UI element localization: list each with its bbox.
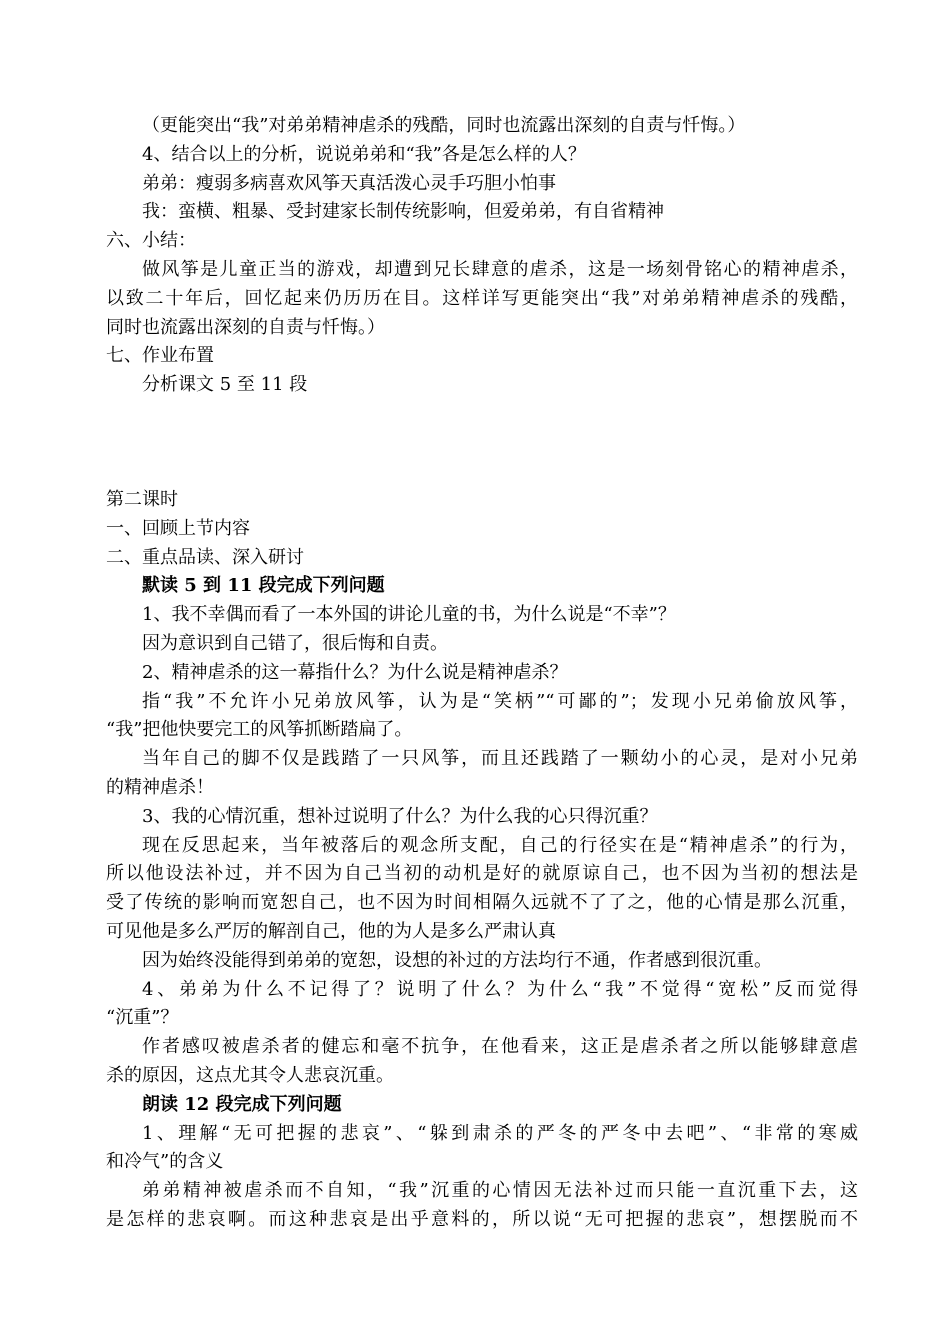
homework-heading: 七、作业布置 <box>106 345 214 367</box>
part-a-answer: 作者感叹被虐杀者的健忘和毫不抗争，在他看来，这正是虐杀者之所以能够肆意虐 <box>142 1036 858 1058</box>
part-b-heading: 朗读 12 段完成下列问题 <box>142 1093 342 1115</box>
q3-answer-tail: （更能突出“我”对弟弟精神虐杀的残酷，同时也流露出深刻的自责与忏悔。） <box>142 115 746 136</box>
part-a-heading: 默读 5 到 11 段完成下列问题 <box>142 575 385 597</box>
document-page <box>106 112 858 1235</box>
summary-line: 同时也流露出深刻的自责与忏悔。） <box>106 316 385 338</box>
summary-line: 做风筝是儿童正当的游戏，却遭到兄长肆意的虐杀，这是一场刻骨铭心的精神虐杀， <box>142 258 858 280</box>
summary-line: 以致二十年后，回忆起来仍历历在目。这样详写更能突出“我”对弟弟精神虐杀的残酷， <box>106 287 858 309</box>
second-lesson-title: 第二课时 <box>106 488 178 510</box>
q4-brother-answer: 弟弟：瘦弱多病喜欢风筝天真活泼心灵手巧胆小怕事 <box>142 172 556 194</box>
part-a-answer: 因为始终没能得到弟弟的宽恕，设想的补过的方法均行不通，作者感到很沉重。 <box>142 949 772 971</box>
part-a-answer: 所以他设法补过，并不因为自己当初的动机是好的就原谅自己，也不因为当初的想法是 <box>106 863 858 885</box>
part-a-answer: 当年自己的脚不仅是践踏了一只风筝，而且还践踏了一颗幼小的心灵，是对小兄弟 <box>142 748 858 770</box>
part-b-answer: 是怎样的悲哀啊。而这种悲哀是出乎意料的，所以说“无可把握的悲哀”，想摆脱而不 <box>106 1208 858 1230</box>
homework-content: 分析课文 5 至 11 段 <box>142 374 308 396</box>
part-a-answer: 受了传统的影响而宽恕自己，也不因为时间相隔久远就不了了之，他的心情是那么沉重， <box>106 892 858 914</box>
section-spacer <box>106 400 858 486</box>
part-a-answer: 因为意识到自己错了，很后悔和自责。 <box>142 632 448 654</box>
step-close-reading: 二、重点品读、深入研讨 <box>106 546 304 568</box>
step-review: 一、回顾上节内容 <box>106 517 250 539</box>
summary-heading: 六、小结： <box>106 230 196 252</box>
part-b-question: 和冷气”的含义 <box>106 1151 224 1173</box>
part-a-question: 2、精神虐杀的这一幕指什么？为什么说是精神虐杀？ <box>142 661 568 683</box>
part-b-question: 1、理解“无可把握的悲哀”、“躲到肃杀的严冬的严冬中去吧”、“非常的寒威 <box>142 1122 858 1144</box>
part-a-answer: 可见他是多么严厉的解剖自己，他的为人是多么严肃认真 <box>106 920 556 942</box>
q4-me-answer: 我：蛮横、粗暴、受封建家长制传统影响，但爱弟弟，有自省精神 <box>142 201 664 223</box>
q4-question: 4、结合以上的分析，说说弟弟和“我”各是怎么样的人？ <box>142 143 586 165</box>
part-a-answer: 杀的原因，这点尤其令人悲哀沉重。 <box>106 1064 394 1086</box>
part-a-answer: 的精神虐杀！ <box>106 776 214 798</box>
part-a-question: 1、我不幸偶而看了一本外国的讲论儿童的书，为什么说是“不幸”？ <box>142 604 676 626</box>
part-b-answer: 弟弟精神被虐杀而不自知，“我”沉重的心情因无法补过而只能一直沉重下去，这 <box>142 1180 858 1202</box>
part-a-question: 4、弟弟为什么不记得了？说明了什么？为什么“我”不觉得“宽松”反而觉得 <box>142 978 858 1000</box>
part-a-answer: 指“我”不允许小兄弟放风筝，认为是“笑柄”“可鄙的”；发现小兄弟偷放风筝， <box>142 690 858 712</box>
part-a-question: “沉重”？ <box>106 1007 179 1029</box>
part-a-question: 3、我的心情沉重，想补过说明了什么？为什么我的心只得沉重？ <box>142 805 658 827</box>
part-a-answer: 现在反思起来，当年被落后的观念所支配，自己的行径实在是“精神虐杀”的行为， <box>142 834 858 856</box>
part-a-answer: “我”把他快要完工的风筝抓断踏扁了。 <box>106 719 413 741</box>
